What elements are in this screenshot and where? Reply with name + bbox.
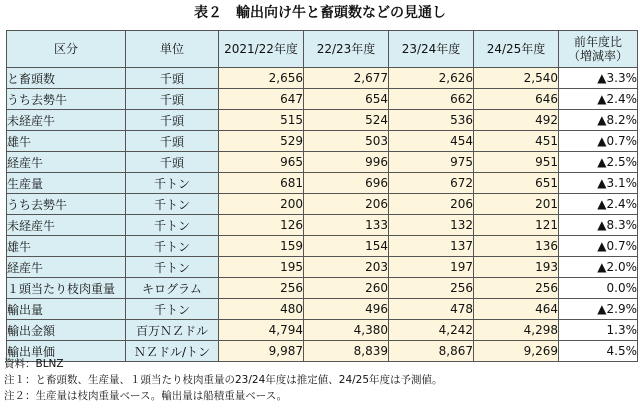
value-cell: 996 — [304, 152, 389, 173]
row-label: 経産牛 — [7, 152, 126, 173]
header-year-22-23: 22/23年度 — [304, 31, 389, 68]
value-cell: 126 — [219, 215, 304, 236]
change-cell: ▲0.7% — [559, 236, 638, 257]
value-cell: 478 — [389, 299, 474, 320]
value-cell: 951 — [474, 152, 559, 173]
header-year-23-24: 23/24年度 — [389, 31, 474, 68]
row-label: 経産牛 — [7, 257, 126, 278]
value-cell: 647 — [219, 89, 304, 110]
value-cell: 654 — [304, 89, 389, 110]
value-cell: 256 — [389, 278, 474, 299]
row-unit: 百万ＮＺドル — [126, 320, 219, 341]
value-cell: 503 — [304, 131, 389, 152]
value-cell: 132 — [389, 215, 474, 236]
value-cell: 529 — [219, 131, 304, 152]
table-row — [7, 278, 638, 299]
row-label: 生産量 — [7, 173, 126, 194]
change-cell: ▲3.1% — [559, 173, 638, 194]
value-cell: 451 — [474, 131, 559, 152]
row-unit: ＮＺドル/トン — [126, 341, 219, 362]
value-cell: 203 — [304, 257, 389, 278]
value-cell: 193 — [474, 257, 559, 278]
value-cell: 8,839 — [304, 341, 389, 362]
change-cell: ▲2.4% — [559, 89, 638, 110]
value-cell: 2,677 — [304, 68, 389, 89]
change-cell: ▲8.2% — [559, 110, 638, 131]
row-label: 輸出単価 — [7, 341, 126, 362]
value-cell: 206 — [389, 194, 474, 215]
value-cell: 201 — [474, 194, 559, 215]
value-cell: 492 — [474, 110, 559, 131]
table-row — [7, 320, 638, 341]
value-cell: 137 — [389, 236, 474, 257]
row-label: 未経産牛 — [7, 110, 126, 131]
table-row — [7, 131, 638, 152]
row-label: １頭当たり枝肉重量 — [7, 278, 126, 299]
value-cell: 4,380 — [304, 320, 389, 341]
header-year-2021-22: 2021/22年度 — [219, 31, 304, 68]
value-cell: 681 — [219, 173, 304, 194]
row-unit: 千頭 — [126, 152, 219, 173]
value-cell: 672 — [389, 173, 474, 194]
value-cell: 200 — [219, 194, 304, 215]
table-body — [7, 68, 638, 362]
row-unit: 千トン — [126, 236, 219, 257]
row-label: 雄牛 — [7, 131, 126, 152]
value-cell: 4,298 — [474, 320, 559, 341]
row-unit: キログラム — [126, 278, 219, 299]
change-cell: ▲2.0% — [559, 257, 638, 278]
header-change — [559, 31, 638, 68]
row-unit: 千トン — [126, 173, 219, 194]
value-cell: 197 — [389, 257, 474, 278]
change-cell: ▲2.4% — [559, 194, 638, 215]
value-cell: 454 — [389, 131, 474, 152]
value-cell: 524 — [304, 110, 389, 131]
change-cell: ▲2.5% — [559, 152, 638, 173]
row-unit: 千トン — [126, 215, 219, 236]
table-row — [7, 89, 638, 110]
table-title: 表２ 輸出向け牛と畜頭数などの見通し — [194, 5, 446, 21]
value-cell: 159 — [219, 236, 304, 257]
value-cell: 206 — [304, 194, 389, 215]
row-label: 雄牛 — [7, 236, 126, 257]
table-row — [7, 194, 638, 215]
row-label: うち去勢牛 — [7, 89, 126, 110]
header-year-24-25: 24/25年度 — [474, 31, 559, 68]
row-label: うち去勢牛 — [7, 194, 126, 215]
value-cell: 646 — [474, 89, 559, 110]
value-cell: 464 — [474, 299, 559, 320]
value-cell: 2,656 — [219, 68, 304, 89]
row-unit: 千頭 — [126, 89, 219, 110]
value-cell: 136 — [474, 236, 559, 257]
change-cell: ▲0.7% — [559, 131, 638, 152]
row-unit: 千トン — [126, 257, 219, 278]
row-label: 輸出金額 — [7, 320, 126, 341]
value-cell: 496 — [304, 299, 389, 320]
value-cell: 256 — [474, 278, 559, 299]
table-row — [7, 68, 638, 89]
row-unit: 千頭 — [126, 131, 219, 152]
note-1: 注１：と畜頭数、生産量、１頭当たり枝肉重量の23/24年度は推定値、24/25年度は予測値。 — [4, 374, 443, 386]
change-cell: 0.0% — [559, 278, 638, 299]
table-row — [7, 173, 638, 194]
table-header-row — [7, 31, 638, 68]
value-cell: 195 — [219, 257, 304, 278]
value-cell: 965 — [219, 152, 304, 173]
value-cell: 4,794 — [219, 320, 304, 341]
value-cell: 133 — [304, 215, 389, 236]
table-row — [7, 215, 638, 236]
change-cell: ▲2.9% — [559, 299, 638, 320]
row-label: 輸出量 — [7, 299, 126, 320]
row-unit: 千頭 — [126, 110, 219, 131]
change-cell: ▲3.3% — [559, 68, 638, 89]
row-unit: 千頭 — [126, 68, 219, 89]
table-row — [7, 236, 638, 257]
row-label: 未経産牛 — [7, 215, 126, 236]
header-category: 区分 — [7, 31, 126, 68]
header-change-line1: 前年度比 — [573, 35, 622, 49]
table-row — [7, 110, 638, 131]
value-cell: 536 — [389, 110, 474, 131]
value-cell: 696 — [304, 173, 389, 194]
notes — [4, 356, 636, 404]
value-cell: 2,626 — [389, 68, 474, 89]
row-unit: 千トン — [126, 299, 219, 320]
value-cell: 515 — [219, 110, 304, 131]
value-cell: 121 — [474, 215, 559, 236]
value-cell: 9,269 — [474, 341, 559, 362]
value-cell: 975 — [389, 152, 474, 173]
note-source: 資料：BLNZ — [4, 358, 64, 370]
value-cell: 154 — [304, 236, 389, 257]
table-row — [7, 299, 638, 320]
row-unit: 千トン — [126, 194, 219, 215]
row-label: と畜頭数 — [7, 68, 126, 89]
change-cell: 1.3% — [559, 320, 638, 341]
value-cell: 4,242 — [389, 320, 474, 341]
header-unit: 単位 — [126, 31, 219, 68]
change-cell: ▲8.3% — [559, 215, 638, 236]
value-cell: 662 — [389, 89, 474, 110]
value-cell: 256 — [219, 278, 304, 299]
value-cell: 260 — [304, 278, 389, 299]
forecast-table — [6, 30, 638, 362]
header-change-line2: （増減率） — [567, 49, 628, 63]
change-cell: 4.5% — [559, 341, 638, 362]
note-2: 注２：生産量は枝肉重量ベース。輸出量は船積重量ベース。 — [4, 390, 288, 402]
value-cell: 651 — [474, 173, 559, 194]
table-row — [7, 152, 638, 173]
value-cell: 480 — [219, 299, 304, 320]
table-row — [7, 257, 638, 278]
value-cell: 2,540 — [474, 68, 559, 89]
value-cell: 9,987 — [219, 341, 304, 362]
value-cell: 8,867 — [389, 341, 474, 362]
